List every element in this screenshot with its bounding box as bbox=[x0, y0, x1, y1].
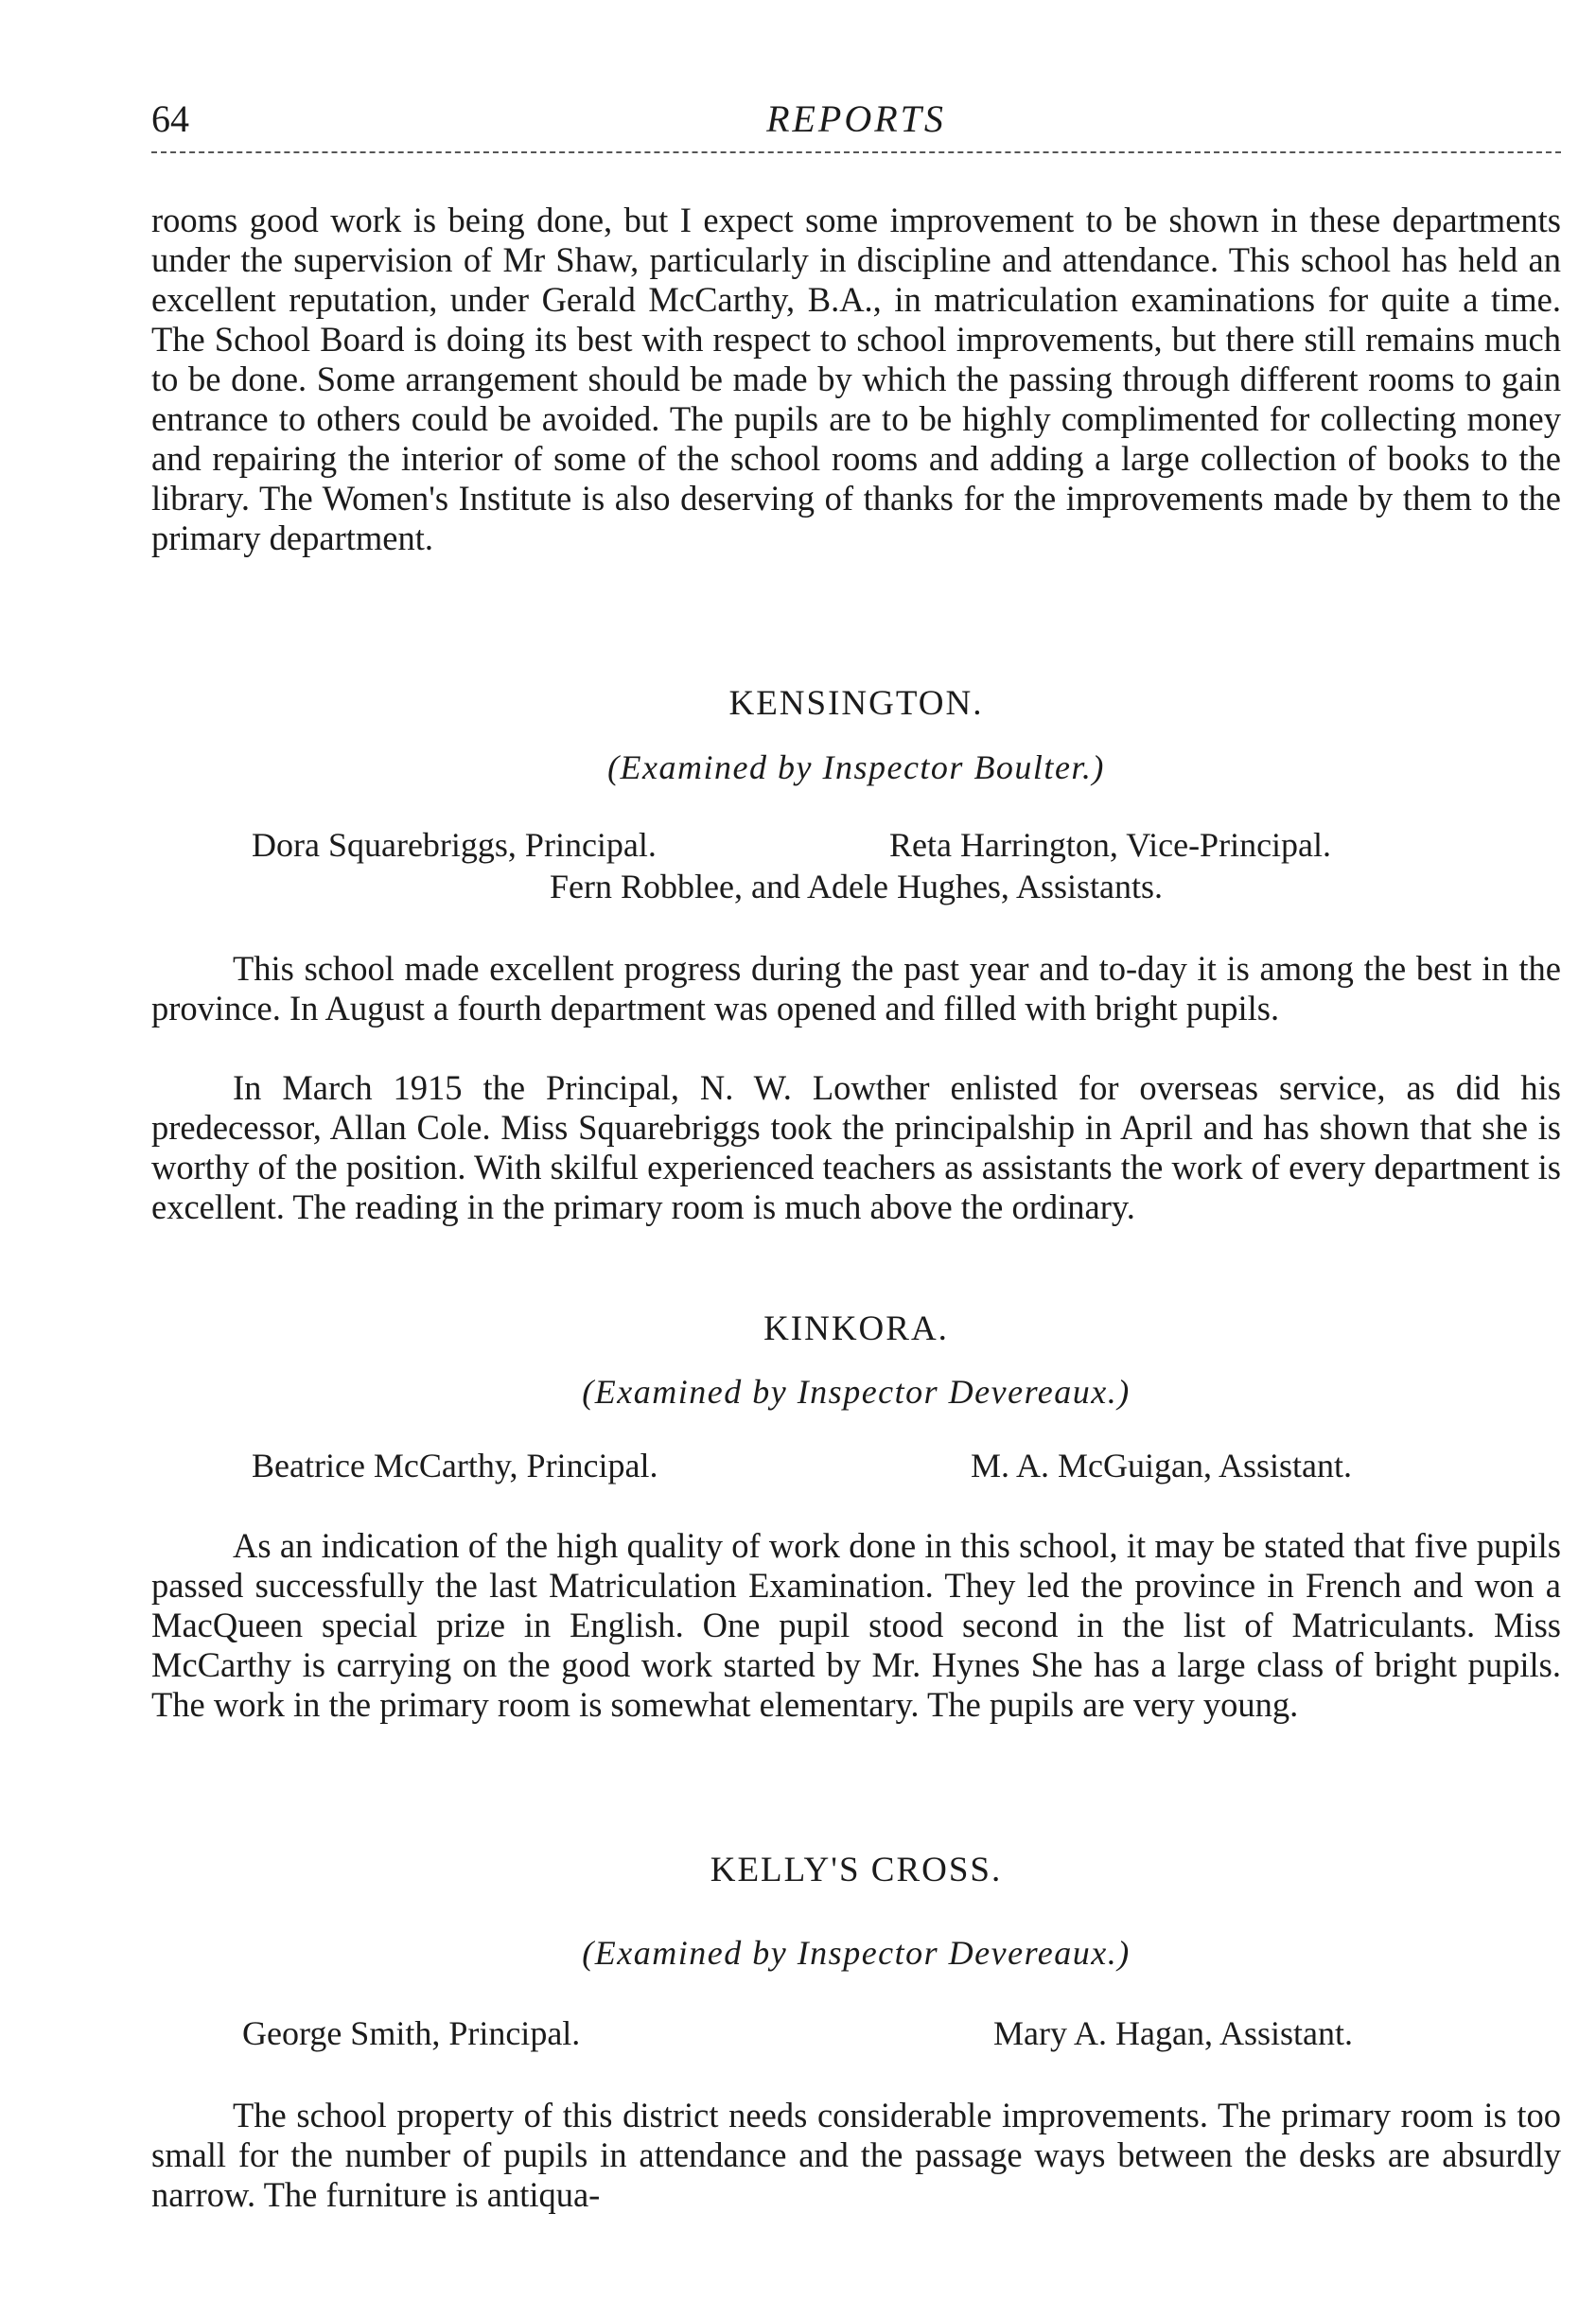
paragraph-kensington-2: In March 1915 the Principal, N. W. Lowther enlisted for overseas service, as did his predecessor, Allan Cole. Miss Squarebriggs took the principalship in April and has shown that she is worthy of the position. With skilful experienced teachers as assistants the work of every department is excellent. The reading in the primary room is much above the ordinary. bbox=[151, 1068, 1561, 1226]
running-head: REPORTS bbox=[766, 97, 946, 140]
staff-principal: Dora Squarebriggs, Principal. bbox=[252, 826, 657, 864]
section-title-kensington: KENSINGTON. bbox=[728, 684, 984, 723]
section-title-kinkora: KINKORA. bbox=[763, 1309, 949, 1348]
staff-assistant: Mary A. Hagan, Assistant. bbox=[993, 2014, 1353, 2052]
examiner-kellys-cross: (Examined by Inspector Devereaux.) bbox=[582, 1934, 1131, 1972]
staff-line-kensington bbox=[151, 825, 1561, 867]
section-title-kellys-cross: KELLY'S CROSS. bbox=[710, 1851, 1003, 1889]
staff-assistant: M. A. McGuigan, Assistant. bbox=[971, 1447, 1353, 1484]
staff-line-kellys-cross bbox=[151, 2013, 1561, 2055]
staff-vice-principal: Reta Harrington, Vice-Principal. bbox=[889, 826, 1332, 864]
paragraph-kensington-1: This school made excellent progress during the past year and to-day it is among the best in the province. In August a fourth department was opened and filled with bright pupils. bbox=[151, 949, 1561, 1028]
intro-paragraph: rooms good work is being done, but I expect some improvement to be shown in these departments under the supervision of Mr Shaw, particularly in discipline and attendance. This school has held an excellent reputation, under Gerald McCarthy, B.A., in matriculation examinations for quite a time. The School Board is doing its best with respect to school improvements, but there still remains much to be done. Some arrangement should be made by which the passing through different rooms to gain entrance to others could be avoided. The pupils are to be highly complimented for collecting money and repairing the interior of some of the school rooms and adding a large collection of books to the library. The Women's Institute is also deserving of thanks for the improvements made by them to the primary department. bbox=[151, 201, 1561, 557]
page-number: 64 bbox=[151, 97, 189, 140]
staff-principal: Beatrice McCarthy, Principal. bbox=[252, 1447, 658, 1484]
page-header bbox=[151, 97, 1561, 153]
staff-line-kinkora bbox=[151, 1446, 1561, 1487]
examiner-kinkora: (Examined by Inspector Devereaux.) bbox=[582, 1373, 1131, 1411]
paragraph-kellys-cross-1: The school property of this district needs considerable improvements. The primary room is too small for the number of pupils in attendance and the passage ways between the desks are absurdly narrow. The furniture is antiqua- bbox=[151, 2096, 1561, 2214]
staff-principal: George Smith, Principal. bbox=[242, 2014, 581, 2052]
header-rule bbox=[151, 151, 1561, 153]
paragraph-kinkora-1: As an indication of the high quality of work done in this school, it may be stated that five pupils passed successfully the last Matriculation Examination. They led the province in French and won a MacQueen special prize in English. One pupil stood second in the list of Matriculants. Miss McCarthy is carrying on the good work started by Mr. Hynes She has a large class of bright pupils. The work in the primary room is somewhat elementary. The pupils are very young. bbox=[151, 1526, 1561, 1724]
examiner-kensington: (Examined by Inspector Boulter.) bbox=[607, 748, 1105, 786]
staff-assistants: Fern Robblee, and Adele Hughes, Assistants. bbox=[550, 868, 1163, 905]
